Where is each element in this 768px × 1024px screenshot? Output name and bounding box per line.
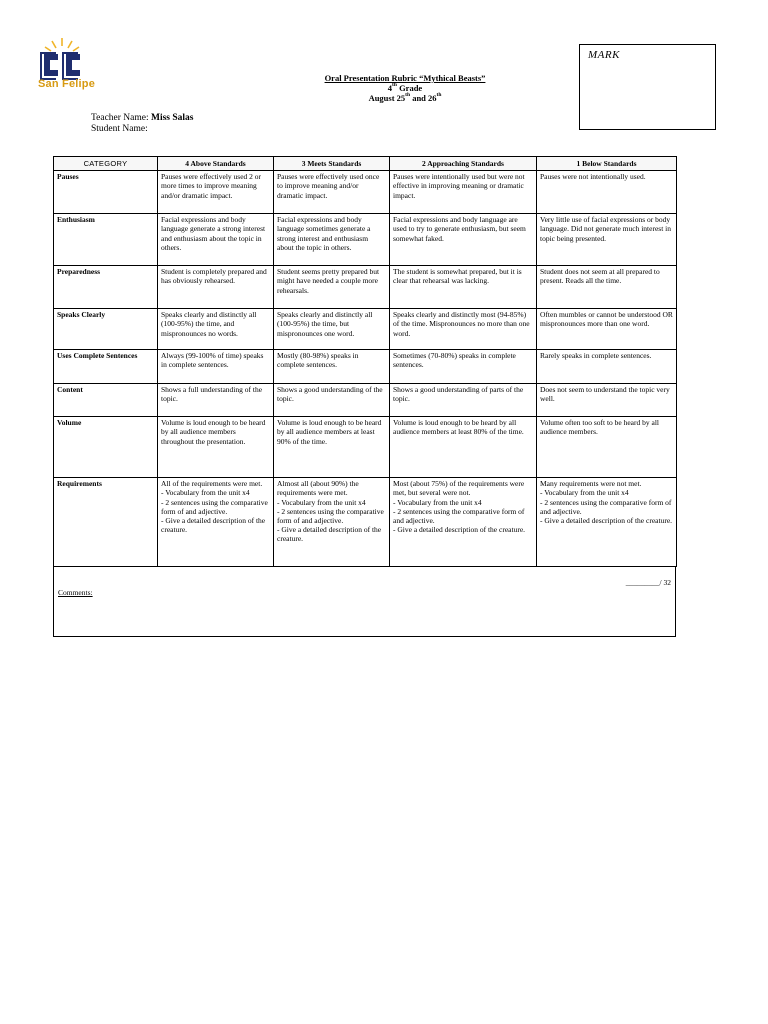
row-category: Preparedness (54, 266, 158, 309)
cell[interactable]: Sometimes (70-80%) speaks in complete sentences. (390, 350, 537, 384)
table-row (54, 171, 677, 214)
teacher-name: Miss Salas (151, 113, 194, 123)
cell[interactable]: Many requirements were not met. - Vocabulary from the unit x4 - 2 sentences using the comparative form of and adjective. - Give a detailed description of the creature. (537, 478, 677, 567)
cell[interactable]: Pauses were intentionally used but were not effective in improving meaning or dramatic impact. (390, 171, 537, 214)
cell[interactable]: Speaks clearly and distinctly most (94-85%) of the time. Mispronounces no more than one word. (390, 309, 537, 350)
cell[interactable]: Mostly (80-98%) speaks in complete sentences. (274, 350, 390, 384)
row-category: Volume (54, 417, 158, 478)
cell[interactable]: The student is somewhat prepared, but it is clear that rehearsal was lacking. (390, 266, 537, 309)
cell[interactable]: Volume often too soft to be heard by all audience members. (537, 417, 677, 478)
row-category: Enthusiasm (54, 214, 158, 266)
logo-text: San Felipe (38, 78, 96, 90)
teacher-label: Teacher Name: (91, 113, 149, 123)
row-category: Content (54, 384, 158, 417)
table-row (54, 350, 677, 384)
student-name-line[interactable] (91, 124, 194, 135)
cell[interactable]: All of the requirements were met. - Vocabulary from the unit x4 - 2 sentences using the comparative form of and adjective. - Give a detailed description of the creature. (158, 478, 274, 567)
table-row (54, 384, 677, 417)
cell[interactable]: Shows a good understanding of parts of the topic. (390, 384, 537, 417)
name-fields (91, 113, 194, 135)
column-header: 2 Approaching Standards (390, 157, 537, 171)
cell[interactable]: Facial expressions and body language generate a strong interest and enthusiasm about the topic in others. (158, 214, 274, 266)
mark-label: MARK (588, 49, 620, 61)
table-header-row (54, 157, 677, 171)
cell[interactable]: Speaks clearly and distinctly all (100-95%) the time, but mispronounces one word. (274, 309, 390, 350)
title-line: Oral Presentation Rubric “Mythical Beasts” (324, 73, 486, 83)
date-line: August 25th and 26th (368, 92, 442, 103)
column-header: 4 Above Standards (158, 157, 274, 171)
cell[interactable]: Always (99-100% of time) speaks in complete sentences. (158, 350, 274, 384)
cell[interactable]: Facial expressions and body language are used to try to generate enthusiasm, but seem somewhat faked. (390, 214, 537, 266)
cell[interactable]: Student does not seem at all prepared to present. Reads all the time. (537, 266, 677, 309)
cell[interactable]: Rarely speaks in complete sentences. (537, 350, 677, 384)
cell[interactable]: Student is completely prepared and has obviously rehearsed. (158, 266, 274, 309)
comments-box[interactable] (53, 566, 676, 637)
cell[interactable]: Almost all (about 90%) the requirements were met. - Vocabulary from the unit x4 - 2 sentences using the comparative form of and adjective. - Give a detailed description of the creature. (274, 478, 390, 567)
cell[interactable]: Does not seem to understand the topic very well. (537, 384, 677, 417)
comments-label: Comments: (58, 588, 93, 597)
rubric-title (250, 73, 560, 103)
grade-line: 4th Grade (387, 82, 423, 93)
table-row (54, 417, 677, 478)
cell[interactable]: Most (about 75%) of the requirements were met, but several were not. - Vocabulary from the unit x4 - 2 sentences using the comparative form of and adjective. - Give a detailed description of the creature. (390, 478, 537, 567)
cell[interactable]: Student seems pretty prepared but might have needed a couple more rehearsals. (274, 266, 390, 309)
cell[interactable]: Pauses were effectively used 2 or more times to improve meaning and/or dramatic impact. (158, 171, 274, 214)
student-label: Student Name: (91, 124, 148, 134)
logo-mark-icon (36, 36, 106, 82)
row-category: Speaks Clearly (54, 309, 158, 350)
column-header: 3 Meets Standards (274, 157, 390, 171)
cell[interactable]: Shows a good understanding of the topic. (274, 384, 390, 417)
cell[interactable]: Very little use of facial expressions or body language. Did not generate much interest in topic being presented. (537, 214, 677, 266)
column-header: 1 Below Standards (537, 157, 677, 171)
cell[interactable]: Volume is loud enough to be heard by all audience members throughout the presentation. (158, 417, 274, 478)
mark-box[interactable] (579, 44, 716, 130)
cell[interactable]: Pauses were effectively used once to improve meaning and/or dramatic impact. (274, 171, 390, 214)
row-category: Requirements (54, 478, 158, 567)
cell[interactable]: Speaks clearly and distinctly all (100-95%) the time, and mispronounces no words. (158, 309, 274, 350)
table-row (54, 309, 677, 350)
cell[interactable]: Volume is loud enough to be heard by all audience members at least 80% of the time. (390, 417, 537, 478)
table-row (54, 214, 677, 266)
rubric-table (53, 156, 677, 567)
teacher-name-line (91, 113, 194, 124)
row-category: Uses Complete Sentences (54, 350, 158, 384)
table-row (54, 266, 677, 309)
cell[interactable]: Facial expressions and body language sometimes generate a strong interest and enthusiasm about the topic in others. (274, 214, 390, 266)
cell[interactable]: Pauses were not intentionally used. (537, 171, 677, 214)
row-category: Pauses (54, 171, 158, 214)
cell[interactable]: Shows a full understanding of the topic. (158, 384, 274, 417)
table-row (54, 478, 677, 567)
cell[interactable]: Often mumbles or cannot be understood OR mispronounces more than one word. (537, 309, 677, 350)
column-header: CATEGORY (54, 157, 158, 171)
cell[interactable]: Volume is loud enough to be heard by all audience members at least 90% of the time. (274, 417, 390, 478)
total-score: _________/ 32 (625, 578, 671, 587)
